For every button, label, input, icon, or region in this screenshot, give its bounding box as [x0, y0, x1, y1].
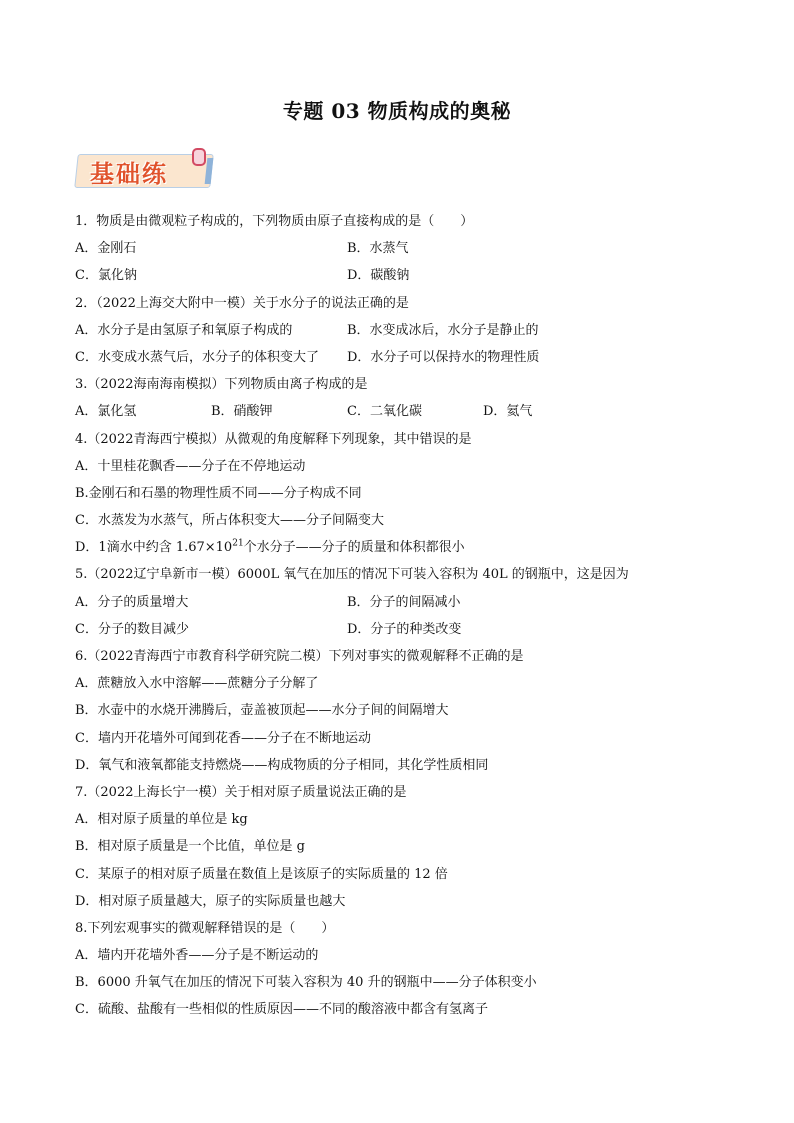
question-list	[75, 208, 735, 1024]
option: B．相对原子质量是一个比值，单位是 g	[75, 839, 306, 855]
page-title: 专题 03 物质构成的奥秘	[282, 99, 512, 123]
option: D．分子的种类改变	[347, 621, 462, 637]
option: A．相对原子质量的单位是 kg	[75, 812, 248, 828]
option: C．水变成水蒸气后，水分子的体积变大了	[75, 349, 319, 365]
option: B．6000 升氧气在加压的情况下可装入容积为 40 升的钢瓶中——分子体积变小	[75, 975, 537, 991]
option: A．金刚石	[75, 241, 137, 257]
option: B．硝酸钾	[211, 404, 273, 420]
option: C．二氧化碳	[347, 404, 422, 420]
question-7-stem: 7.（2022上海长宁一模）关于相对原子质量说法正确的是	[75, 784, 407, 800]
question-1-options-row2	[75, 262, 735, 289]
question-2-options-row1	[75, 317, 735, 344]
option: D．相对原子质量越大，原子的实际质量也越大	[75, 893, 346, 909]
option-d-text: D．1滴水中约含 1.67×10	[75, 540, 233, 556]
exponent: 21	[232, 538, 244, 549]
option: A．分子的质量增大	[75, 594, 189, 610]
option: A．十里桂花飘香——分子在不停地运动	[75, 458, 306, 474]
question-5-options-row2	[75, 616, 735, 643]
question-6-stem: 6.（2022青海西宁市教育科学研究院二模）下列对事实的微观解释不正确的是	[75, 649, 524, 664]
option	[75, 534, 735, 561]
section-badge	[74, 148, 214, 192]
option-d-text-end: 个水分子——分子的质量和体积都很小	[243, 540, 465, 556]
question-5-options-row1	[75, 589, 735, 616]
question-3-stem: 3.（2022海南海南模拟）下列物质由离子构成的是	[75, 377, 368, 393]
option: B．水壶中的水烧开沸腾后，壶盖被顶起——水分子间的间隔增大	[75, 703, 449, 719]
question-8-stem: 8.下列宏观事实的微观解释错误的是（ ）	[75, 920, 335, 936]
option: C．氯化钠	[75, 268, 137, 284]
option: B．水蒸气	[347, 241, 409, 257]
option: A．水分子是由氢原子和氧原子构成的	[75, 322, 293, 338]
question-2-options-row2	[75, 344, 735, 371]
option: C．墙内开花墙外可闻到花香——分子在不断地运动	[75, 730, 371, 746]
badge-label: 基础练	[90, 159, 168, 188]
question-1-options-row1	[75, 235, 735, 262]
paperclip-icon	[192, 148, 206, 166]
option: D．氦气	[483, 404, 533, 420]
question-2-stem: 2．（2022上海交大附中一模）关于水分子的说法正确的是	[75, 295, 409, 311]
option: C．分子的数目减少	[75, 621, 189, 637]
option: D．水分子可以保持水的物理性质	[347, 349, 540, 365]
question-4-stem: 4.（2022青海西宁模拟）从微观的角度解释下列现象，其中错误的是	[75, 431, 472, 447]
option: D．碳酸钠	[347, 268, 410, 284]
option: B．分子的间隔减小	[347, 594, 461, 610]
question-1-stem: 1．物质是由微观粒子构成的，下列物质由原子直接构成的是（ ）	[75, 214, 474, 229]
option: D．氧气和液氧都能支持燃烧——构成物质的分子相同，其化学性质相同	[75, 757, 489, 773]
option: A．墙内开花墙外香——分子是不断运动的	[75, 948, 319, 964]
option: C．水蒸发为水蒸气，所占体积变大——分子间隔变大	[75, 513, 384, 529]
option: A．蔗糖放入水中溶解——蔗糖分子分解了	[75, 676, 319, 692]
option: C．某原子的相对原子质量在数值上是该原子的实际质量的 12 倍	[75, 866, 448, 882]
question-5-stem: 5.（2022辽宁阜新市一模）6000L 氧气在加压的情况下可装入容积为 40L 的钢瓶中，这是因为	[75, 567, 629, 583]
option: B.金刚石和石墨的物理性质不同——分子构成不同	[75, 485, 362, 501]
option: B．水变成冰后，水分子是静止的	[347, 322, 539, 338]
option: C．硫酸、盐酸有一些相似的性质原因——不同的酸溶液中都含有氢离子	[75, 1002, 488, 1018]
option: A．氯化氢	[75, 404, 137, 420]
question-3-options	[75, 398, 735, 425]
